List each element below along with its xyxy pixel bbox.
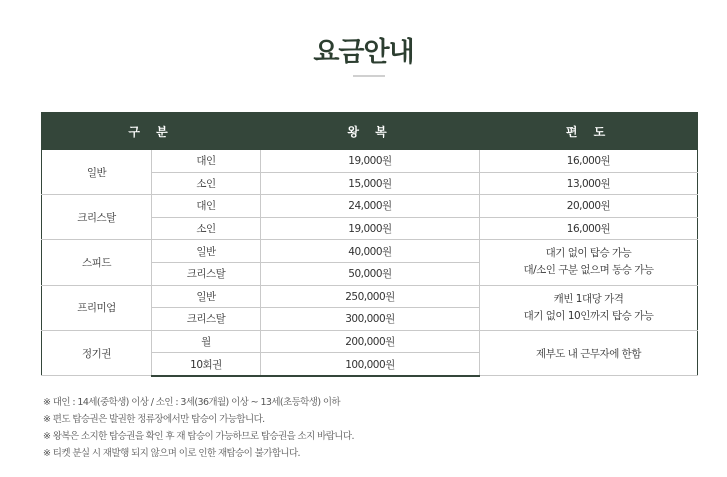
note-item: ※ 왕복은 소지한 탑승권을 확인 후 재 탑승이 가능하므로 탑승권을 소지 바랍니다. (43, 431, 354, 442)
one-way-note-line: 대기 없이 탑승 가능 (545, 247, 632, 260)
one-way-note (480, 240, 698, 285)
one-way-note: 제부도 내 근무자에 한함 (480, 330, 698, 376)
ticket-type: 크리스탈 (152, 262, 261, 285)
group-name: 스피드 (42, 240, 152, 285)
group-name: 정기권 (42, 330, 152, 376)
title-divider (353, 75, 385, 77)
round-trip-price: 200,000원 (261, 330, 480, 353)
one-way-note-line: 대/소인 구분 없으며 동승 가능 (523, 264, 654, 277)
round-trip-price: 40,000원 (261, 240, 480, 263)
group-name: 크리스탈 (42, 195, 152, 240)
table-row (42, 285, 698, 308)
round-trip-price: 24,000원 (261, 195, 480, 218)
ticket-type: 10회권 (152, 353, 261, 376)
header-round-trip: 왕 복 (261, 113, 480, 150)
note-item: ※ 편도 탑승권은 발권한 정류장에서만 탑승이 가능합니다. (43, 414, 265, 425)
ticket-type: 일반 (152, 240, 261, 263)
ticket-type: 대인 (152, 195, 261, 218)
header-category: 구 분 (42, 113, 261, 150)
page-title: 요금안내 (313, 37, 414, 68)
ticket-type: 대인 (152, 150, 261, 173)
ticket-type: 소인 (152, 172, 261, 195)
one-way-price: 13,000원 (480, 172, 698, 195)
header-one-way: 편 도 (480, 113, 698, 150)
round-trip-price: 250,000원 (261, 285, 480, 308)
fare-table-header (42, 113, 698, 150)
group-name: 프리미엄 (42, 285, 152, 330)
ticket-type: 일반 (152, 285, 261, 308)
ticket-type: 소인 (152, 217, 261, 240)
table-row (42, 195, 698, 218)
note-item: ※ 대인 : 14세(중학생) 이상 / 소인 : 3세(36개월) 이상 ~ 13세(초등학생) 이하 (43, 397, 341, 408)
round-trip-price: 19,000원 (261, 217, 480, 240)
round-trip-price: 300,000원 (261, 308, 480, 331)
table-row (42, 240, 698, 263)
one-way-price: 16,000원 (480, 217, 698, 240)
one-way-price: 20,000원 (480, 195, 698, 218)
round-trip-price: 19,000원 (261, 150, 480, 173)
one-way-note (480, 285, 698, 330)
round-trip-price: 15,000원 (261, 172, 480, 195)
one-way-note-line: 캐빈 1대당 가격 (553, 292, 624, 305)
table-row (42, 330, 698, 353)
one-way-price: 16,000원 (480, 150, 698, 173)
note-item: ※ 티켓 분실 시 재발행 되지 않으며 이로 인한 재탑승이 불가합니다. (43, 448, 300, 459)
group-name: 일반 (42, 150, 152, 195)
one-way-note-line: 대기 없이 10인까지 탑승 가능 (523, 309, 654, 322)
round-trip-price: 50,000원 (261, 262, 480, 285)
table-row (42, 150, 698, 173)
fare-table (41, 112, 698, 377)
notes-list (43, 394, 354, 462)
ticket-type: 월 (152, 330, 261, 353)
ticket-type: 크리스탈 (152, 308, 261, 331)
round-trip-price: 100,000원 (261, 353, 480, 376)
